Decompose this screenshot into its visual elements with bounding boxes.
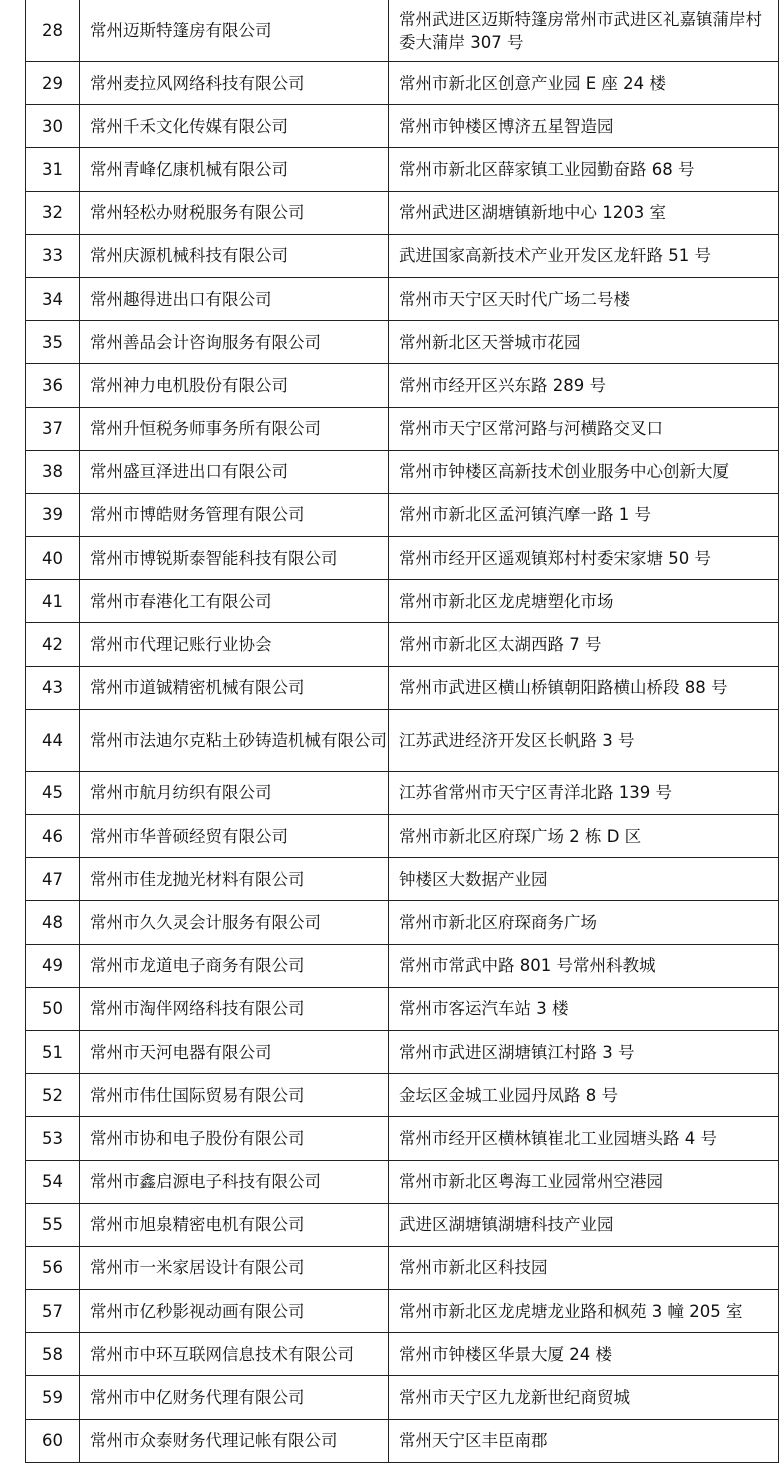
company-table-body [26,0,779,1462]
company-name-cell: 常州市佳龙抛光材料有限公司 [80,858,389,901]
table-row [26,666,779,709]
company-name-cell: 常州青峰亿康机械有限公司 [80,148,389,191]
table-row [26,148,779,191]
row-number-cell: 59 [26,1376,80,1419]
table-row [26,1203,779,1246]
row-number-cell: 55 [26,1203,80,1246]
table-row [26,191,779,234]
company-name-cell: 常州市代理记账行业协会 [80,623,389,666]
table-row [26,277,779,320]
table-row [26,944,779,987]
company-name-cell: 常州市华普硕经贸有限公司 [80,815,389,858]
company-address-cell: 常州市新北区龙虎塘塑化市场 [389,580,779,623]
company-address-cell: 常州市客运汽车站 3 楼 [389,987,779,1030]
row-number-cell: 46 [26,815,80,858]
company-name-cell: 常州盛亘泽进出口有限公司 [80,450,389,493]
company-address-cell: 江苏省常州市天宁区青洋北路 139 号 [389,771,779,814]
company-name-cell: 常州市久久灵会计服务有限公司 [80,901,389,944]
company-name-cell: 常州市博锐斯泰智能科技有限公司 [80,537,389,580]
row-number-cell: 36 [26,364,80,407]
company-address-cell: 常州市新北区薛家镇工业园勤奋路 68 号 [389,148,779,191]
table-row [26,1333,779,1376]
table-row [26,450,779,493]
company-name-cell: 常州庆源机械科技有限公司 [80,234,389,277]
company-address-cell: 常州武进区迈斯特篷房常州市武进区礼嘉镇蒲岸村委大蒲岸 307 号 [389,0,779,62]
company-name-cell: 常州千禾文化传媒有限公司 [80,105,389,148]
row-number-cell: 41 [26,580,80,623]
row-number-cell: 34 [26,277,80,320]
company-address-cell: 常州市新北区孟河镇汽摩一路 1 号 [389,493,779,536]
table-row [26,493,779,536]
company-address-cell: 常州天宁区丰臣南郡 [389,1419,779,1462]
company-name-cell: 常州市道铖精密机械有限公司 [80,666,389,709]
row-number-cell: 43 [26,666,80,709]
company-address-cell: 常州市钟楼区博济五星智造园 [389,105,779,148]
table-row [26,771,779,814]
company-name-cell: 常州市旭泉精密电机有限公司 [80,1203,389,1246]
row-number-cell: 29 [26,62,80,105]
company-table-container [25,0,778,1463]
company-name-cell: 常州市鑫启源电子科技有限公司 [80,1160,389,1203]
table-row [26,1290,779,1333]
row-number-cell: 50 [26,987,80,1030]
company-address-cell: 常州市新北区龙虎塘龙业路和枫苑 3 幢 205 室 [389,1290,779,1333]
company-name-cell: 常州市中亿财务代理有限公司 [80,1376,389,1419]
company-name-cell: 常州市众泰财务代理记帐有限公司 [80,1419,389,1462]
row-number-cell: 32 [26,191,80,234]
table-row [26,987,779,1030]
company-address-cell: 武进国家高新技术产业开发区龙轩路 51 号 [389,234,779,277]
row-number-cell: 28 [26,0,80,62]
row-number-cell: 39 [26,493,80,536]
company-address-cell: 常州市经开区遥观镇郑村村委宋家塘 50 号 [389,537,779,580]
company-address-cell: 常州市武进区湖塘镇江村路 3 号 [389,1030,779,1073]
company-name-cell: 常州市淘伴网络科技有限公司 [80,987,389,1030]
row-number-cell: 30 [26,105,80,148]
company-address-cell: 常州市天宁区常河路与河横路交叉口 [389,407,779,450]
company-name-cell: 常州市天河电器有限公司 [80,1030,389,1073]
company-table [25,0,779,1463]
company-address-cell: 常州市新北区府琛广场 2 栋 D 区 [389,815,779,858]
company-name-cell: 常州市伟仕国际贸易有限公司 [80,1074,389,1117]
table-row [26,234,779,277]
company-address-cell: 钟楼区大数据产业园 [389,858,779,901]
table-row [26,858,779,901]
company-address-cell: 江苏武进经济开发区长帆路 3 号 [389,709,779,771]
table-row [26,623,779,666]
table-row [26,815,779,858]
row-number-cell: 31 [26,148,80,191]
company-name-cell: 常州市亿秒影视动画有限公司 [80,1290,389,1333]
company-address-cell: 常州市新北区粤海工业园常州空港园 [389,1160,779,1203]
row-number-cell: 48 [26,901,80,944]
company-address-cell: 常州市新北区创意产业园 E 座 24 楼 [389,62,779,105]
row-number-cell: 58 [26,1333,80,1376]
table-row [26,901,779,944]
company-name-cell: 常州市航月纺织有限公司 [80,771,389,814]
company-address-cell: 常州市新北区科技园 [389,1246,779,1289]
company-name-cell: 常州市法迪尔克粘土砂铸造机械有限公司 [80,709,389,771]
company-name-cell: 常州升恒税务师事务所有限公司 [80,407,389,450]
company-name-cell: 常州市协和电子股份有限公司 [80,1117,389,1160]
table-row [26,537,779,580]
company-name-cell: 常州麦拉风网络科技有限公司 [80,62,389,105]
row-number-cell: 53 [26,1117,80,1160]
table-row [26,1419,779,1462]
company-address-cell: 常州市武进区横山桥镇朝阳路横山桥段 88 号 [389,666,779,709]
table-row [26,709,779,771]
row-number-cell: 57 [26,1290,80,1333]
company-name-cell: 常州神力电机股份有限公司 [80,364,389,407]
company-name-cell: 常州市博皓财务管理有限公司 [80,493,389,536]
row-number-cell: 45 [26,771,80,814]
table-row [26,62,779,105]
table-row [26,0,779,62]
company-address-cell: 金坛区金城工业园丹凤路 8 号 [389,1074,779,1117]
company-name-cell: 常州市一米家居设计有限公司 [80,1246,389,1289]
table-row [26,580,779,623]
table-row [26,407,779,450]
company-address-cell: 常州市新北区太湖西路 7 号 [389,623,779,666]
company-name-cell: 常州市中环互联网信息技术有限公司 [80,1333,389,1376]
table-row [26,1074,779,1117]
row-number-cell: 37 [26,407,80,450]
company-address-cell: 常州武进区湖塘镇新地中心 1203 室 [389,191,779,234]
company-address-cell: 常州市经开区横林镇崔北工业园塘头路 4 号 [389,1117,779,1160]
company-address-cell: 常州新北区天誉城市花园 [389,321,779,364]
table-row [26,105,779,148]
company-name-cell: 常州轻松办财税服务有限公司 [80,191,389,234]
table-row [26,1030,779,1073]
table-row [26,1246,779,1289]
row-number-cell: 33 [26,234,80,277]
company-address-cell: 常州市天宁区九龙新世纪商贸城 [389,1376,779,1419]
company-address-cell: 武进区湖塘镇湖塘科技产业园 [389,1203,779,1246]
row-number-cell: 54 [26,1160,80,1203]
row-number-cell: 47 [26,858,80,901]
company-name-cell: 常州趣得进出口有限公司 [80,277,389,320]
company-name-cell: 常州市春港化工有限公司 [80,580,389,623]
company-name-cell: 常州善品会计咨询服务有限公司 [80,321,389,364]
table-row [26,364,779,407]
row-number-cell: 42 [26,623,80,666]
row-number-cell: 35 [26,321,80,364]
company-name-cell: 常州市龙道电子商务有限公司 [80,944,389,987]
row-number-cell: 38 [26,450,80,493]
company-address-cell: 常州市钟楼区华景大厦 24 楼 [389,1333,779,1376]
row-number-cell: 52 [26,1074,80,1117]
table-row [26,1160,779,1203]
row-number-cell: 49 [26,944,80,987]
company-address-cell: 常州市常武中路 801 号常州科教城 [389,944,779,987]
company-address-cell: 常州市经开区兴东路 289 号 [389,364,779,407]
row-number-cell: 60 [26,1419,80,1462]
company-address-cell: 常州市钟楼区高新技术创业服务中心创新大厦 [389,450,779,493]
table-row [26,1117,779,1160]
table-row [26,321,779,364]
row-number-cell: 40 [26,537,80,580]
row-number-cell: 44 [26,709,80,771]
row-number-cell: 56 [26,1246,80,1289]
company-address-cell: 常州市天宁区天时代广场二号楼 [389,277,779,320]
table-row [26,1376,779,1419]
row-number-cell: 51 [26,1030,80,1073]
company-name-cell: 常州迈斯特篷房有限公司 [80,0,389,62]
company-address-cell: 常州市新北区府琛商务广场 [389,901,779,944]
